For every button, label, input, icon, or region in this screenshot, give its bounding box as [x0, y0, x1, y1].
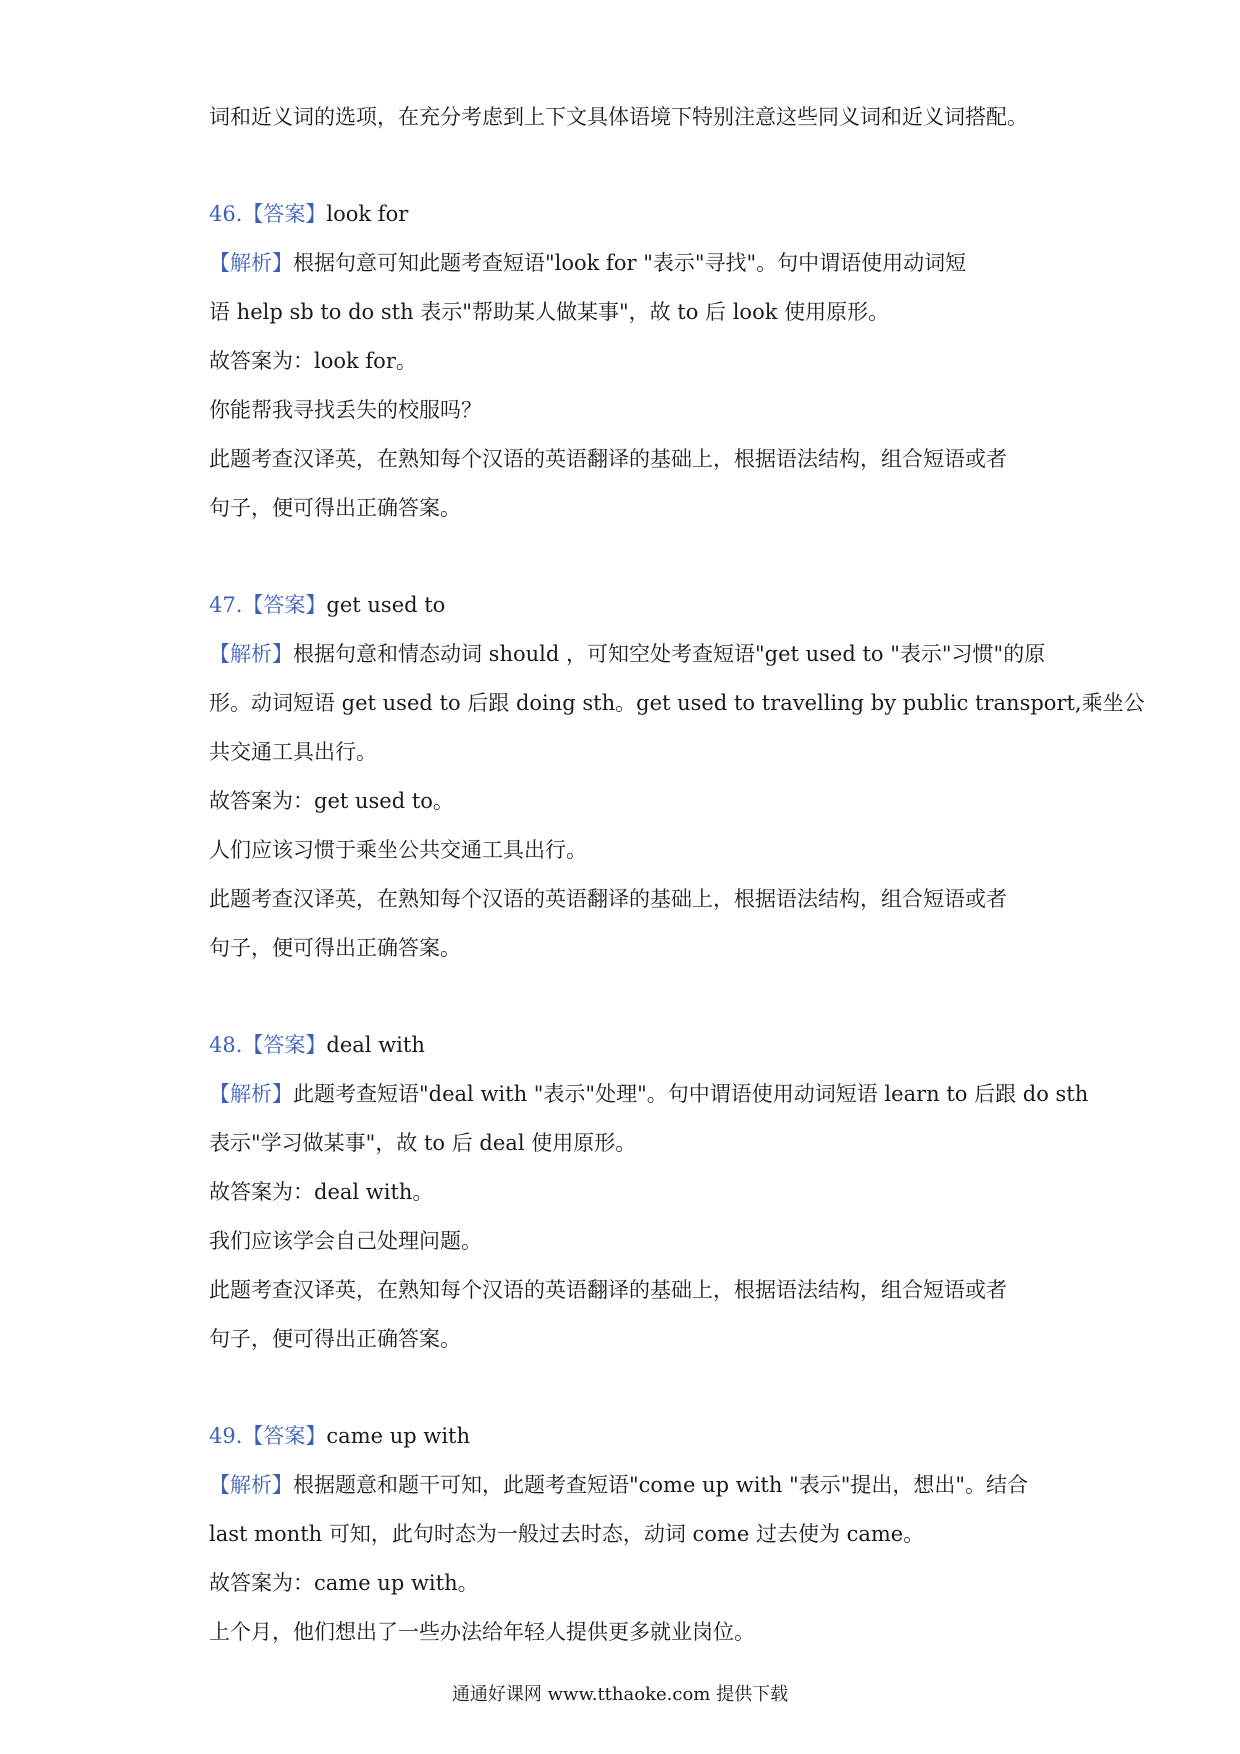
analysis-line: 表示"学习做某事"，故 to 后 deal 使用原形。	[209, 1131, 637, 1155]
translation-line: 上个月，他们想出了一些办法给年轻人提供更多就业岗位。	[209, 1620, 755, 1644]
answer-tag: 【答案】	[242, 593, 327, 617]
analysis-tag: 【解析】	[209, 642, 293, 666]
summary-line: 此题考查汉译英，在熟知每个汉语的英语翻译的基础上，根据语法结构，组合短语或者	[209, 447, 1007, 471]
answer-text: get used to	[326, 593, 446, 617]
analysis-text: 此题考查短语"deal with "表示"处理"。句中谓语使用动词短语 learn to 后跟 do sth	[293, 1082, 1089, 1106]
answer-line-48	[209, 1031, 425, 1059]
analysis-tag: 【解析】	[209, 1473, 293, 1497]
answer-tag: 【答案】	[242, 202, 327, 226]
analysis-line	[209, 640, 1045, 668]
final-answer-line: 故答案为：look for。	[209, 349, 417, 373]
final-answer-line: 故答案为：deal with。	[209, 1180, 434, 1204]
final-answer-line: 故答案为：came up with。	[209, 1571, 479, 1595]
analysis-line: 共交通工具出行。	[209, 740, 377, 764]
answer-tag: 【答案】	[242, 1033, 327, 1057]
intro-line: 词和近义词的选项，在充分考虑到上下文具体语境下特别注意这些同义词和近义词搭配。	[209, 105, 1028, 129]
answer-line-47	[209, 591, 445, 619]
final-answer-line: 故答案为：get used to。	[209, 789, 454, 813]
answer-text: came up with	[326, 1424, 471, 1448]
answer-tag: 【答案】	[242, 1424, 327, 1448]
analysis-text: 根据句意可知此题考查短语"look for "表示"寻找"。句中谓语使用动词短	[293, 251, 967, 275]
summary-line: 句子，便可得出正确答案。	[209, 1327, 461, 1351]
answer-text: deal with	[326, 1033, 425, 1057]
question-number: 48.	[209, 1033, 243, 1057]
answer-text: look for	[326, 202, 409, 226]
analysis-text: 根据题意和题干可知，此题考查短语"come up with "表示"提出，想出"。结合	[293, 1473, 1029, 1497]
analysis-tag: 【解析】	[209, 251, 293, 275]
analysis-line: 形。动词短语 get used to 后跟 doing sth。get used to travelling by public transport,乘坐公	[209, 691, 1145, 715]
question-number: 46.	[209, 202, 243, 226]
summary-line: 句子，便可得出正确答案。	[209, 936, 461, 960]
answer-line-49	[209, 1422, 470, 1450]
answer-line-46	[209, 200, 408, 228]
translation-line: 人们应该习惯于乘坐公共交通工具出行。	[209, 838, 587, 862]
question-number: 47.	[209, 593, 243, 617]
analysis-line: last month 可知，此句时态为一般过去时态，动词 come 过去使为 came。	[209, 1522, 925, 1546]
summary-line: 此题考查汉译英，在熟知每个汉语的英语翻译的基础上，根据语法结构，组合短语或者	[209, 1278, 1007, 1302]
translation-line: 你能帮我寻找丢失的校服吗？	[209, 398, 482, 422]
analysis-line	[209, 249, 966, 277]
translation-line: 我们应该学会自己处理问题。	[209, 1229, 482, 1253]
page-footer: 通通好课网 www.tthaoke.com 提供下载	[451, 1684, 789, 1705]
analysis-tag: 【解析】	[209, 1082, 293, 1106]
analysis-line: 语 help sb to do sth 表示"帮助某人做某事"，故 to 后 look 使用原形。	[209, 300, 890, 324]
question-number: 49.	[209, 1424, 243, 1448]
analysis-text: 根据句意和情态动词 should ，可知空处考查短语"get used to "表示"习惯"的原	[293, 642, 1046, 666]
summary-line: 此题考查汉译英，在熟知每个汉语的英语翻译的基础上，根据语法结构，组合短语或者	[209, 887, 1007, 911]
analysis-line	[209, 1080, 1088, 1108]
analysis-line	[209, 1471, 1028, 1499]
summary-line: 句子，便可得出正确答案。	[209, 496, 461, 520]
